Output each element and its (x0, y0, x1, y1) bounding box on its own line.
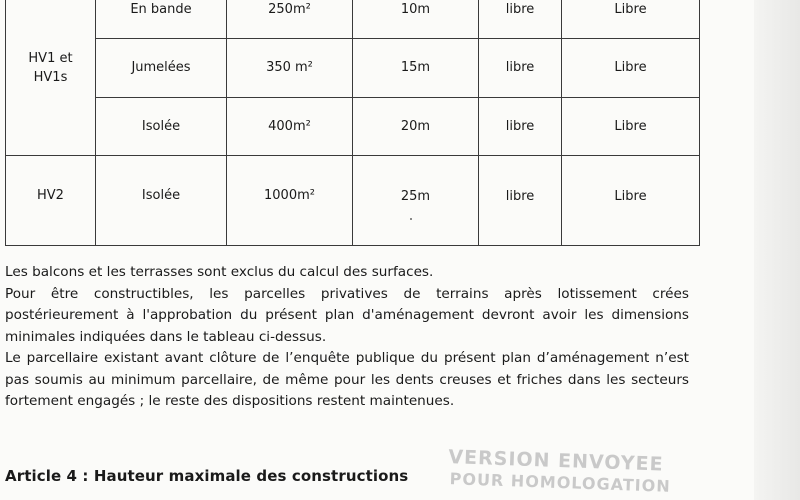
zone-hv1-line2: HV1s (33, 70, 68, 85)
type-cell: Jumelées (96, 39, 227, 98)
col6-cell: Libre (562, 98, 700, 156)
paragraph-constructibles: Pour être constructibles, les parcelles privatives de terrains après lotissement crées postérieurement à l'approbation du présent plan d'aménagement devront avoir les dimensions minimales indiquées dans le tableau ci-dessus. (5, 285, 689, 345)
surface-cell: 250m² (227, 0, 353, 39)
zone-hv1-line1: HV1 et (28, 50, 73, 66)
col6-cell: Libre (562, 156, 700, 246)
surface-cell: 350 m² (227, 39, 353, 98)
facade-cell: 20m (353, 98, 479, 156)
body-text (5, 262, 689, 413)
zone-cell-hv2: HV2 (6, 156, 96, 246)
parcel-table-wrapper (5, 0, 700, 246)
scan-speck (410, 218, 412, 220)
paper-edge (754, 0, 800, 500)
col5-cell: libre (479, 0, 562, 39)
parcel-dimensions-table (5, 0, 700, 246)
table-row (6, 0, 700, 39)
homologation-stamp (447, 446, 671, 498)
stamp-line2: POUR HOMOLOGATION (449, 469, 671, 496)
col5-cell: libre (479, 98, 562, 156)
col5-cell: libre (479, 39, 562, 98)
zone-cell-hv1 (6, 0, 96, 156)
table-row (6, 39, 700, 98)
paragraph-balcons: Les balcons et les terrasses sont exclus du calcul des surfaces. (5, 264, 434, 280)
type-cell: Isolée (96, 98, 227, 156)
facade-cell: 25m (353, 156, 479, 246)
article-heading: Article 4 : Hauteur maximale des constructions (5, 467, 409, 485)
col6-cell: Libre (562, 0, 700, 39)
facade-cell: 15m (353, 39, 479, 98)
table-row (6, 156, 700, 246)
table-row (6, 98, 700, 156)
col5-cell: libre (479, 156, 562, 246)
type-cell: En bande (96, 0, 227, 39)
stamp-line1: VERSION ENVOYEE (448, 446, 664, 476)
facade-cell: 10m (353, 0, 479, 39)
surface-cell: 1000m² (227, 156, 353, 246)
type-cell: Isolée (96, 156, 227, 246)
surface-cell: 400m² (227, 98, 353, 156)
col6-cell: Libre (562, 39, 700, 98)
paragraph-parcellaire: Le parcellaire existant avant clôture de l’enquête publique du présent plan d’aménagement n’est pas soumis au minimum parcellaire, de même pour les dents creuses et friches dans les secteurs fortement engagés ; le reste des dispositions restent maintenues. (5, 350, 689, 409)
